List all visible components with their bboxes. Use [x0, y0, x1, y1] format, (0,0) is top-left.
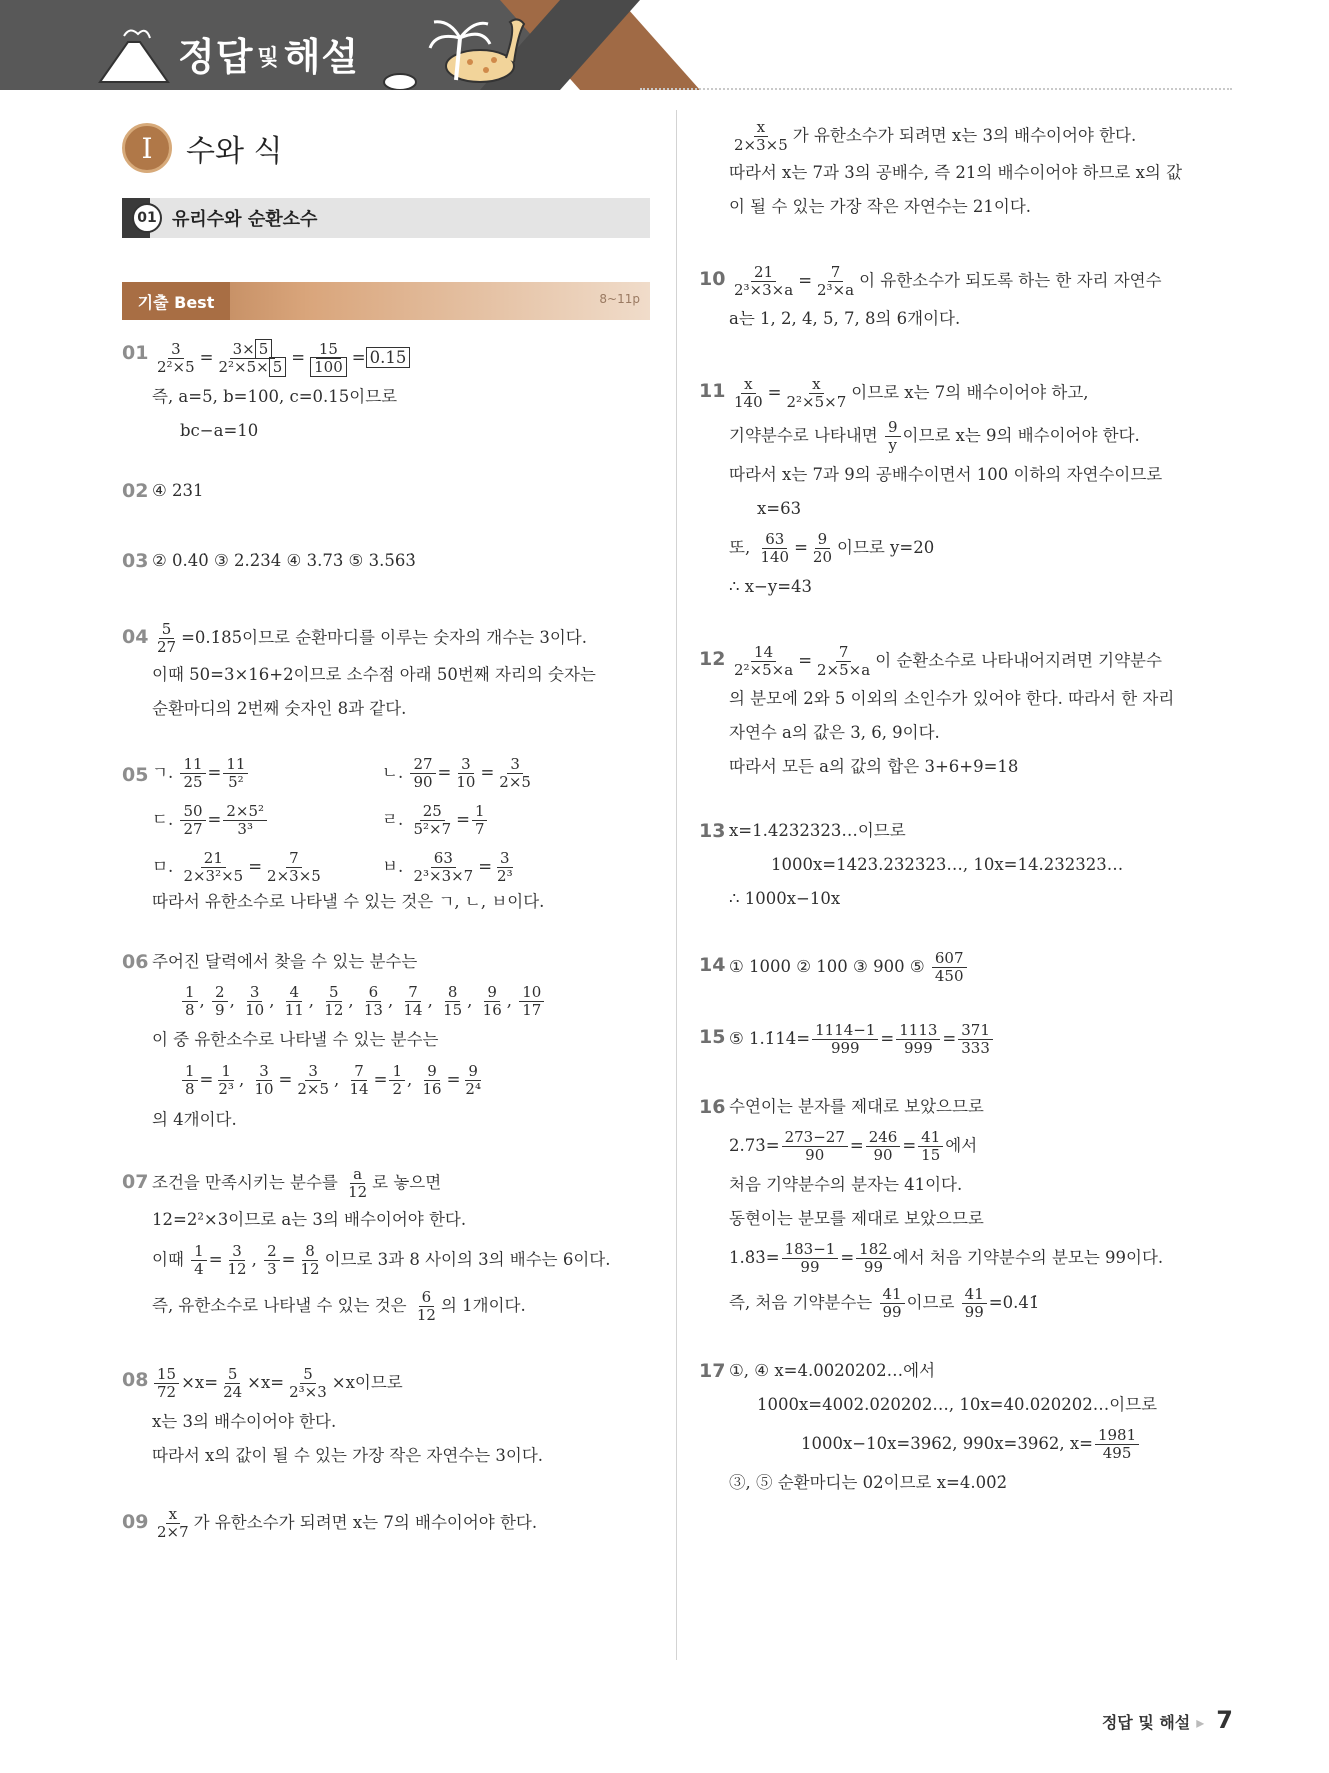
p07-line: 조건을 만족시키는 분수를	[152, 1173, 338, 1192]
p07-line: 의 1개이다.	[440, 1296, 526, 1315]
p16-line: 이므로	[906, 1293, 955, 1312]
p05-options: ㄱ. $\frac{11}{25}$ = $\frac{11}{\text{5²}}$ ㄴ. $\frac{27}{90}$ = $\frac{3}{10}$ = $\frac{3}{2\times 5}$ ㄷ. $\frac{50}{27}$ = $\frac{\text{2×5²}}{\text{3³}}$ ㄹ. $\frac{25}{\text{5²×7}}$ = $\frac{1}{7}$ ㅁ. $\frac{21}{\text{2×3²×5}}$ = $\frac{7}{2\times 3\times 5}$ ㅂ. $\frac{63}{\text{2³×3×7}}$ = $\frac{3}{\text{2³}}$	[152, 755, 531, 885]
section-number: 01	[132, 203, 162, 233]
title-part-1: 정답	[178, 35, 254, 79]
problem-09: 09 $\frac{x}{2\times 7}$ 가 유한소수가 되려면 x는 7의 배수이어야 한다.	[122, 1505, 538, 1541]
problem-03	[122, 544, 650, 578]
problem-01	[122, 336, 650, 448]
problem-number: 14	[699, 954, 726, 976]
problem-04: 04 $\frac{5}{27}$ =0.1̇85̇이므로 순환마디를 이루는 숫자의 개수는 3이다. 이때 50=3×16+2이므로 소수점 아래 50번째 자리의 숫자는 순환마디의 2번째 숫자인 8과 같다.	[122, 618, 650, 726]
p12-line: 자연수 a의 값은 3, 6, 9이다.	[729, 723, 940, 742]
p11-line: 기약분수로 나타내면	[729, 426, 878, 445]
p09-line: 가 유한소수가 되려면 x는 3의 배수이어야 한다.	[792, 126, 1137, 145]
problem-number: 09	[122, 1511, 149, 1533]
best-page-range: 8~11p	[599, 292, 640, 306]
page-footer	[1102, 1706, 1233, 1734]
problem-number: 15	[699, 1026, 726, 1048]
p17-line: 1000x−10x=3962, 990x=3962, x=	[801, 1434, 1093, 1453]
p16-line: 즉, 처음 기약분수는	[729, 1293, 873, 1312]
page-number: 7	[1216, 1706, 1233, 1734]
problem-13	[699, 814, 1239, 916]
p16-line: 에서	[945, 1136, 978, 1155]
section-title: 유리수와 순환소수	[172, 209, 318, 230]
p11-line: 이므로 x는 9의 배수이어야 한다.	[902, 426, 1140, 445]
p12-line: 따라서 모든 a의 값의 합은 3+6+9=18	[729, 757, 1019, 776]
problem-09-continued: $\frac{x}{2\times 3\times 5}$ 가 유한소수가 되려면 x는 3의 배수이어야 한다. 따라서 x는 7과 3의 공배수, 즉 21의 배수이어야 하므로 x의 값 이 될 수 있는 가장 작은 자연수는 21이다.	[699, 116, 1239, 224]
p07-line: 이때	[152, 1250, 184, 1269]
p01-equation: $\frac{3}{\text{2²×5}}$ = $\frac{3\times 5}{\text{2²×5× 5}}$ = $\frac{15}{100}$ = 0.15	[152, 336, 650, 380]
p12-line: 의 분모에 2와 5 이외의 소인수가 있어야 한다. 따라서 한 자리	[729, 689, 1175, 708]
p13-line: 1000x=1423.232323…, 10x=14.232323…	[771, 855, 1124, 874]
problem-number: 05	[122, 764, 149, 786]
footer-label: 정답 및 해설	[1101, 1713, 1191, 1732]
rocks-icon	[384, 74, 416, 90]
p07-line: 로 놓으면	[372, 1173, 442, 1192]
p01-line: 즉, a=5, b=100, c=0.15이므로	[152, 387, 398, 406]
p16-line: =0.4̇1̇	[988, 1293, 1040, 1312]
p15-answer: ⑤ 1.1̇14̇=	[729, 1029, 811, 1048]
p10-line: 이 유한소수가 되도록 하는 한 자리 자연수	[859, 271, 1162, 290]
problem-number: 06	[122, 951, 149, 973]
problem-number: 02	[122, 480, 149, 502]
problem-number: 07	[122, 1171, 149, 1193]
chevron-right-icon: ▸	[1196, 1713, 1205, 1732]
problem-10: 10 $\frac{21}{\text{2³×3×a}}$ = $\frac{7}{\text{2³×a}}$ 이 유한소수가 되도록 하는 한 자리 자연수 a는 1, 2, 4, 5, 7, 8의 6개이다.	[699, 260, 1239, 336]
title-part-small: 및	[257, 46, 280, 71]
problem-number: 12	[699, 648, 726, 670]
p01-result: bc−a=10	[180, 421, 259, 440]
p17-line: ①, ④ x=4.0020202…에서	[729, 1361, 936, 1380]
volcano-icon	[100, 30, 168, 82]
column-divider	[676, 110, 677, 1660]
problem-number: 13	[699, 820, 726, 842]
best-banner	[122, 282, 650, 320]
problem-15: 15 ⑤ 1.1̇14̇= $\frac{1114-1}{999}$ = $\frac{1113}{999}$ = $\frac{371}{333}$	[699, 1018, 1239, 1060]
title-part-2: 해설	[283, 35, 360, 79]
problem-number: 11	[699, 380, 726, 402]
p09-line: 가 유한소수가 되려면 x는 7의 배수이어야 한다.	[193, 1513, 538, 1532]
p09-line: 이 될 수 있는 가장 작은 자연수는 21이다.	[729, 197, 1032, 216]
p11-line: 이므로 x는 7의 배수이어야 하고,	[851, 383, 1089, 402]
problem-number: 16	[699, 1096, 726, 1118]
p16-line: 처음 기약분수의 분자는 41이다.	[729, 1175, 963, 1194]
p17-line: 1000x=4002.020202…, 10x=40.020202…이므로	[757, 1395, 1158, 1414]
problem-16: 16 수연이는 분자를 제대로 보았으므로 2.73̇= $\frac{273-27}{90}$ = $\frac{246}{90}$ = $\frac{41}{15}$ 에서 처음 기약분수의 분자는 41이다. 동현이는 분모를 제대로 보았으므로 1.8̇3̇= $\frac{183-1}{99}$ = $\frac{182}{99}$ 에서 처음 기약분수의 분모는 99이다. 즉, 처음 기약분수는 $\frac{41}{99}$ 이므로 $\frac{41}{99}$ =0.4̇1̇	[699, 1090, 1239, 1326]
problem-number: 17	[699, 1360, 726, 1382]
p11-line: 따라서 x는 7과 9의 공배수이면서 100 이하의 자연수이므로	[729, 465, 1163, 484]
problem-17: 17 ①, ④ x=4.0020202…에서 1000x=4002.020202…, 10x=40.020202…이므로 1000x−10x=3962, 990x=3962, x= $\frac{1981}{495}$ ③, ⑤ 순환마디는 02이므로 x=4.00̇2̇	[699, 1354, 1239, 1500]
p13-line: x=1.4232323…이므로	[729, 821, 906, 840]
p06-fraction-list: $\frac{1}{8}$ , $\frac{2}{9}$ , $\frac{3}{10}$ , $\frac{4}{11}$ , $\frac{5}{12}$ , $\frac{6}{13}$ , $\frac{7}{14}$ , $\frac{8}{15}$ , $\frac{9}{16}$ , $\frac{10}{17}$	[152, 979, 650, 1023]
header-dotted-rule	[640, 88, 1232, 90]
p03-answer: ② 0.4̇0̇ ③ 2.2̇34̇ ④ 3.73̇ ⑤ 3.5̇63̇	[152, 551, 416, 570]
problem-11: 11 $\frac{x}{140}$ = $\frac{x}{\text{2²×5×7}}$ 이므로 x는 7의 배수이어야 하고, 기약분수로 나타내면 $\frac{9}{y}$ 이므로 x는 9의 배수이어야 한다. 따라서 x는 7과 9의 공배수이면서 100 이하의 자연수이므로 x=63 또, $\frac{63}{140}$ = $\frac{9}{20}$ 이므로 y=20 ∴ x−y=43	[699, 372, 1239, 604]
left-column	[122, 120, 650, 1543]
problem-12: 12 $\frac{14}{\text{2²×5×a}}$ = $\frac{7}{2\times 5\times a}$ 이 순환소수로 나타내어지려면 기약분수 의 분모에 2와 5 이외의 소인수가 있어야 한다. 따라서 한 자리 자연수 a의 값은 3, 6, 9이다. 따라서 모든 a의 값의 합은 3+6+9=18	[699, 640, 1239, 784]
p17-line: ③, ⑤ 순환마디는 02이므로 x=4.00̇2̇	[729, 1473, 1008, 1492]
p14-answer: ① 1000 ② 100 ③ 900 ⑤	[729, 957, 925, 976]
p02-answer: ④ 231	[152, 481, 204, 500]
p07-line: 이므로 3과 8 사이의 3의 배수는 6이다.	[324, 1250, 611, 1269]
problem-02	[122, 474, 650, 508]
page-title	[178, 26, 359, 81]
p16-line: 동현이는 분모를 제대로 보았으므로	[729, 1209, 984, 1228]
chapter-title: 수와 식	[186, 134, 283, 169]
problem-number: 03	[122, 550, 149, 572]
problem-number: 04	[122, 626, 149, 648]
problem-number: 08	[122, 1369, 149, 1391]
p12-line: 이 순환소수로 나타내어지려면 기약분수	[875, 651, 1162, 670]
p06-finite-list: $\frac{1}{8}$ = $\frac{1}{\text{2³}}$ , $\frac{3}{10}$ = $\frac{3}{2\times 5}$ , $\frac{7}{14}$ = $\frac{1}{2}$ , $\frac{9}{16}$ = $\frac{9}{\text{2⁴}}$	[152, 1057, 650, 1103]
p11-line: 이므로 y=20	[837, 538, 935, 557]
p05-conclusion: 따라서 유한소수로 나타낼 수 있는 것은 ㄱ, ㄴ, ㅂ이다.	[152, 892, 545, 911]
p08-line: 따라서 x의 값이 될 수 있는 가장 작은 자연수는 3이다.	[152, 1446, 544, 1465]
p04-line: 순환마디의 2번째 숫자인 8과 같다.	[152, 699, 407, 718]
p09-line: 따라서 x는 7과 3의 공배수, 즉 21의 배수이어야 하므로 x의 값	[729, 163, 1183, 182]
p07-line: 즉, 유한소수로 나타낼 수 있는 것은	[152, 1296, 407, 1315]
problem-number: 10	[699, 268, 726, 290]
p11-line: 또,	[729, 538, 751, 557]
p10-line: a는 1, 2, 4, 5, 7, 8의 6개이다.	[729, 309, 961, 328]
header-banner	[0, 0, 1329, 90]
chapter-medal-icon	[122, 123, 172, 173]
p08-equation: $\frac{15}{72}$ ×x= $\frac{5}{24}$ ×x= $\frac{5}{\text{2³×3}}$ ×x이므로	[152, 1361, 650, 1405]
best-tag: 기출 Best	[122, 282, 230, 320]
p04-line: =0.1̇85̇이므로 순환마디를 이루는 숫자의 개수는 3이다.	[181, 628, 587, 647]
p16-line: 수연이는 분자를 제대로 보았으므로	[729, 1097, 984, 1116]
p11-line: ∴ x−y=43	[729, 577, 813, 596]
problem-07: 07 조건을 만족시키는 분수를 $\frac{a}{12}$ 로 놓으면 12=2²×3이므로 a는 3의 배수이어야 한다. 이때 $\frac{1}{4}$ = $\frac{3}{12}$ , $\frac{2}{3}$ = $\frac{8}{12}$ 이므로 3과 8 사이의 3의 배수는 6이다. 즉, 유한소수로 나타낼 수 있는 것은 $\frac{6}{12}$ 의 1개이다.	[122, 1163, 650, 1329]
chapter-numeral: I	[141, 131, 153, 165]
section-heading	[122, 198, 650, 238]
p08-line: ×x이므로	[331, 1373, 403, 1392]
p08-line: x는 3의 배수이어야 한다.	[152, 1412, 337, 1431]
p13-line: ∴ 1000x−10x	[729, 889, 841, 908]
problem-06	[122, 945, 650, 1137]
p06-line: 의 4개이다.	[152, 1110, 237, 1129]
problem-number: 01	[122, 342, 149, 364]
problem-14: 14 ① 1000 ② 100 ③ 900 ⑤ $\frac{607}{450}$	[699, 946, 1239, 988]
p11-line: x=63	[757, 499, 802, 518]
p06-line: 주어진 달력에서 찾을 수 있는 분수는	[152, 952, 418, 971]
p16-line: 에서 처음 기약분수의 분모는 99이다.	[892, 1248, 1164, 1267]
right-column	[699, 116, 1239, 1500]
p04-line: 이때 50=3×16+2이므로 소수점 아래 50번째 자리의 숫자는	[152, 665, 596, 684]
chapter-heading	[122, 120, 650, 176]
problem-05	[122, 756, 650, 919]
p07-line: 12=2²×3이므로 a는 3의 배수이어야 한다.	[152, 1210, 467, 1229]
p06-line: 이 중 유한소수로 나타낼 수 있는 분수는	[152, 1030, 439, 1049]
problem-08	[122, 1361, 650, 1473]
